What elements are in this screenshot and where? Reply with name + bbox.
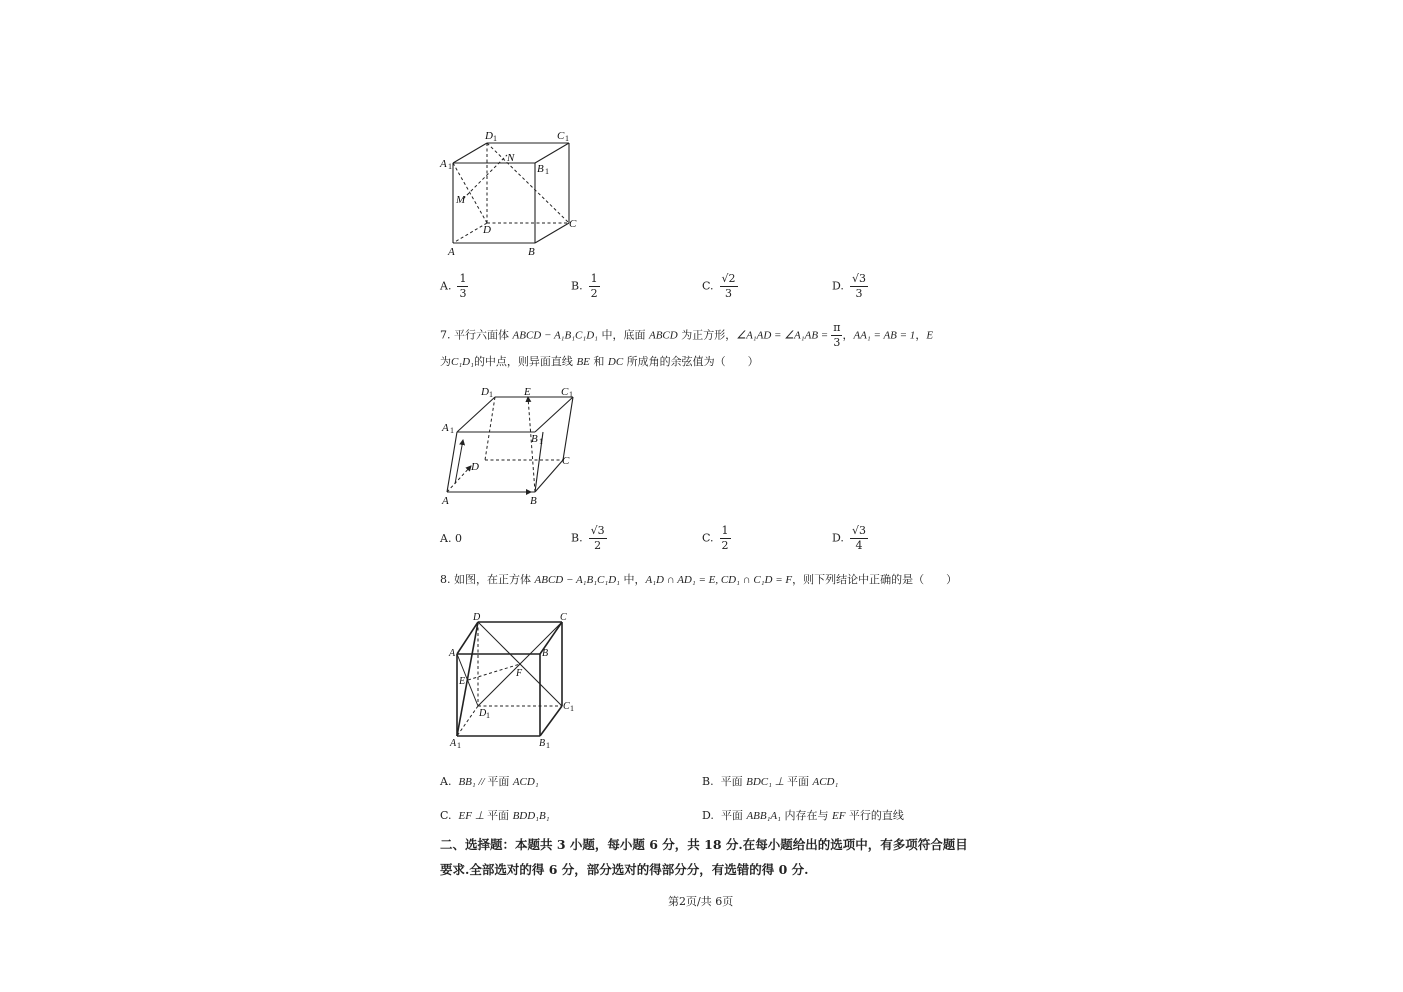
q7-option-a: A. 0 xyxy=(440,532,462,545)
q7-option-c: C. $\frac{1}{2}$ xyxy=(702,524,729,552)
svg-text:1: 1 xyxy=(493,134,497,143)
q8-label-d1: D xyxy=(479,708,487,719)
q6-label-a: A xyxy=(448,246,455,258)
svg-text:1: 1 xyxy=(457,741,461,750)
svg-text:1: 1 xyxy=(569,390,573,399)
q7-label-e: E xyxy=(524,386,531,398)
q8-label-b: B xyxy=(542,648,549,659)
section-2-heading-line1: 二、选择题：本题共 3 小题，每小题 6 分，共 18 分.在每小题给出的选项中，有多项符合题目 xyxy=(440,837,968,852)
q7-stem-line2: 为C₁D₁的中点，则异面直线 BE 和 DC 所成角的余弦值为（ ） xyxy=(440,355,759,368)
q8-label-a: A xyxy=(449,648,456,659)
q7-stem-line1: 7. 平行六面体 ABCD − A₁B₁C₁D₁ 中，底面 ABCD 为正方形，∠A₁AD = ∠A₁AB = $\frac{\pi}{3}$ ，AA₁ = AB = 1，E xyxy=(440,321,934,349)
svg-text:1: 1 xyxy=(450,426,454,435)
q6-label-c1: C xyxy=(557,130,565,142)
page-footer: 第2页/共 6页 xyxy=(668,895,734,908)
q8-label-c: C xyxy=(560,612,567,623)
svg-text:1: 1 xyxy=(489,390,493,399)
q6-option-b: B. $\frac{1}{2}$ xyxy=(571,272,598,300)
q6-label-a1: A xyxy=(440,158,447,170)
q7-option-b: B. $\frac{√3}{2}$ xyxy=(571,524,605,552)
q8-label-d: D xyxy=(473,612,481,623)
q6-label-n: N xyxy=(507,152,515,164)
svg-text:1: 1 xyxy=(539,437,543,446)
svg-text:1: 1 xyxy=(570,704,574,713)
q8-option-d: D. 平面 ABB₁A₁ 内存在与 EF 平行的直线 xyxy=(702,809,904,822)
section-2-heading-line2: 要求.全部选对的得 6 分，部分选对的得部分分，有选错的得 0 分. xyxy=(440,862,809,877)
svg-text:1: 1 xyxy=(565,134,569,143)
q8-option-c: C. EF ⊥ 平面 BDD₁B₁ xyxy=(440,809,550,822)
q7-label-b1: B xyxy=(531,433,538,445)
q6-label-d1: D xyxy=(485,130,493,142)
q7-label-a: A xyxy=(442,495,449,507)
q7-label-c1: C xyxy=(561,386,569,398)
q6-label-b1: B xyxy=(537,163,544,175)
q8-label-f: F xyxy=(516,668,523,679)
q8-label-e: E xyxy=(459,676,466,687)
q6-option-a: A. $\frac{1}{3}$ xyxy=(440,272,467,300)
svg-text:1: 1 xyxy=(545,167,549,176)
svg-text:1: 1 xyxy=(546,741,550,750)
q8-label-b1: B xyxy=(539,738,546,749)
q8-option-a: A. BB₁ // 平面 ACD₁ xyxy=(440,775,539,788)
q6-option-c: C. $\frac{√2}{3}$ xyxy=(702,272,736,300)
q6-cube-figure xyxy=(435,125,585,260)
q7-label-a1: A xyxy=(442,422,449,434)
q6-option-d: D. $\frac{√3}{3}$ xyxy=(832,272,866,300)
svg-text:1: 1 xyxy=(486,711,490,720)
q7-label-d: D xyxy=(471,461,479,473)
q6-label-c: C xyxy=(569,218,577,230)
q6-label-d: D xyxy=(483,224,491,236)
q7-label-c: C xyxy=(562,455,570,467)
q7-label-b: B xyxy=(530,495,537,507)
q8-stem: 8. 如图，在正方体 ABCD − A₁B₁C₁D₁ 中，A₁D ∩ AD₁ = E, CD₁ ∩ C₁D = F，则下列结论中正确的是（ ） xyxy=(440,573,958,586)
svg-text:1: 1 xyxy=(448,162,452,171)
q8-label-a1: A xyxy=(450,738,457,749)
q8-cube-figure xyxy=(440,608,590,750)
q8-option-b: B. 平面 BDC₁ ⊥ 平面 ACD₁ xyxy=(702,775,839,788)
q7-parallelepiped-figure xyxy=(435,380,585,510)
q6-label-b: B xyxy=(528,246,535,258)
q7-label-d1: D xyxy=(481,386,489,398)
q6-label-m: M xyxy=(456,194,466,206)
q7-option-d: D. $\frac{√3}{4}$ xyxy=(832,524,866,552)
q8-label-c1: C xyxy=(563,701,570,712)
